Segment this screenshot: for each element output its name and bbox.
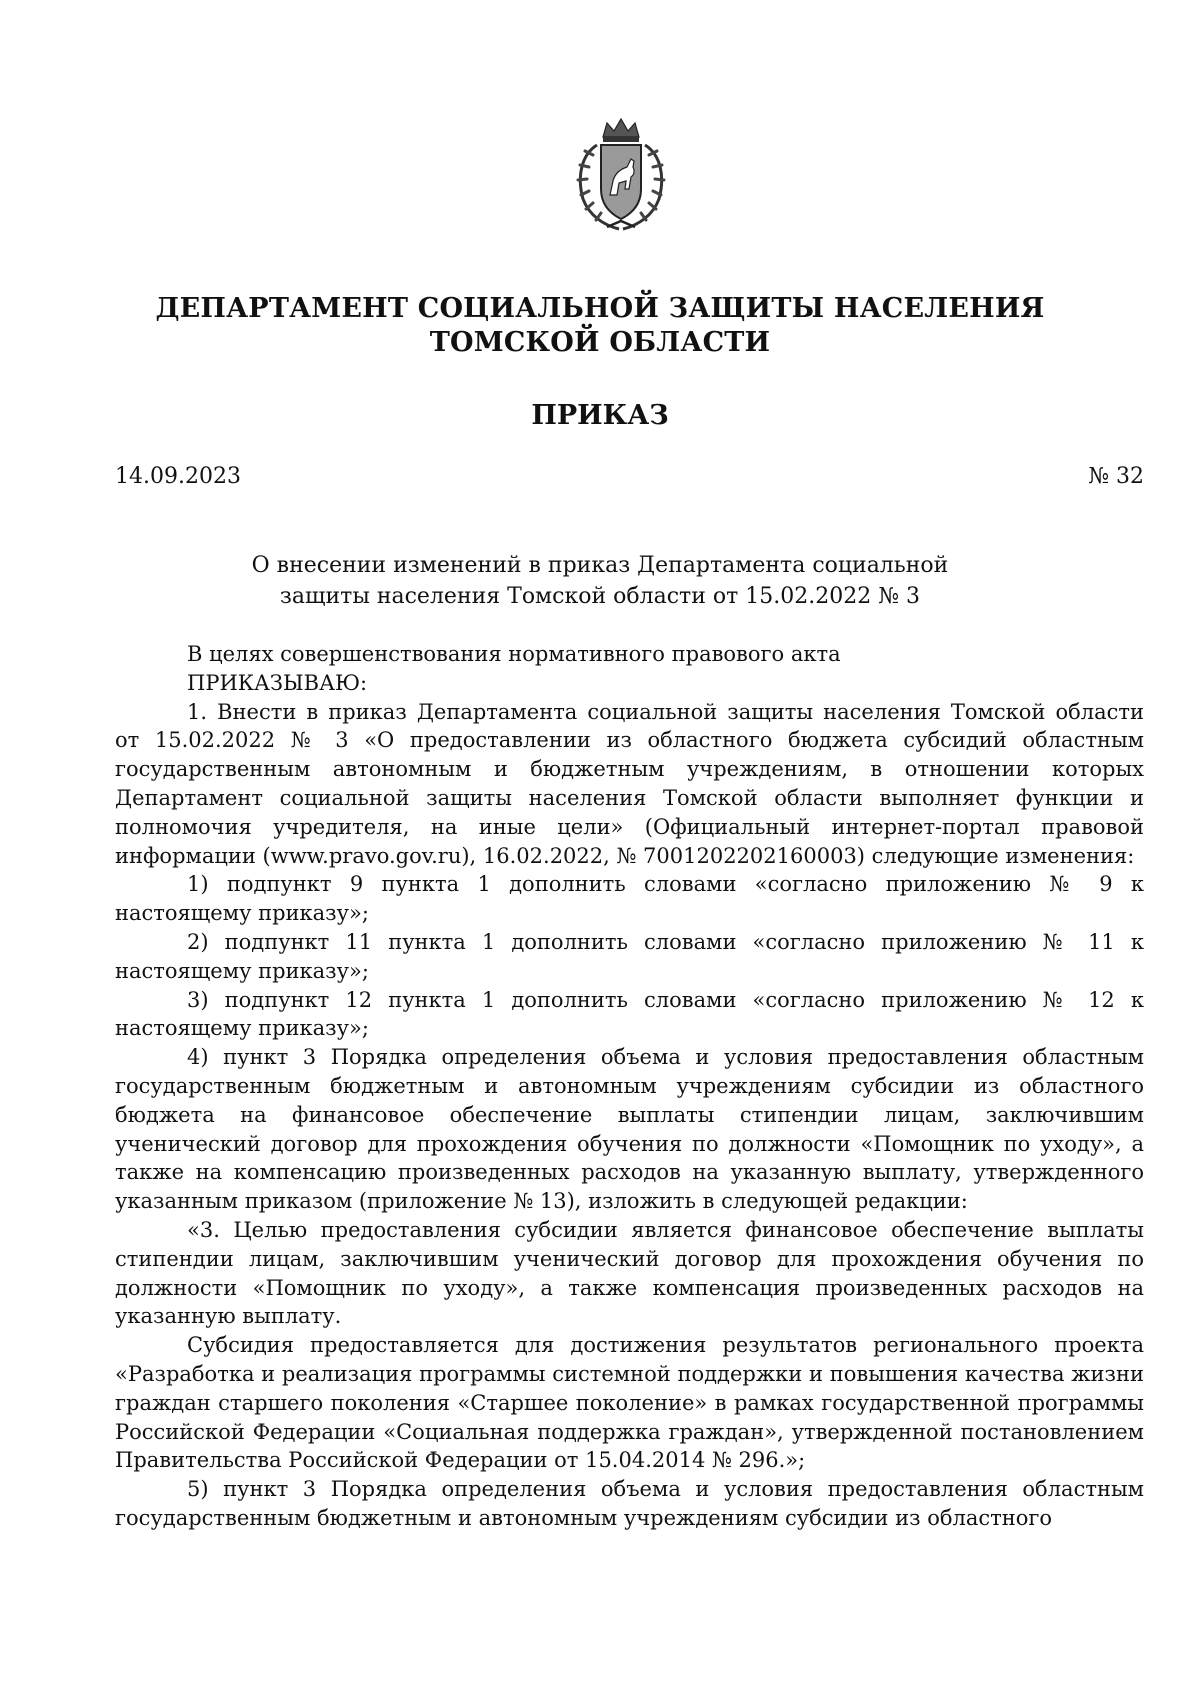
organization-title-line1: ДЕПАРТАМЕНТ СОЦИАЛЬНОЙ ЗАЩИТЫ НАСЕЛЕНИЯ	[155, 293, 1045, 324]
document-type: ПРИКАЗ	[531, 400, 669, 431]
paragraph-subitem-5: 5) пункт 3 Порядка определения объема и условия предоставления областным государственным бюджетным и автономным учреждениям субсидии из областного	[115, 1477, 1144, 1530]
organization-title-line2: ТОМСКОЙ ОБЛАСТИ	[429, 327, 771, 358]
paragraph-purpose: В целях совершенствования нормативного правового акта	[187, 642, 841, 666]
document-number: № 32	[1088, 464, 1144, 489]
paragraph-subitem-3: 3) подпункт 12 пункта 1 дополнить словами «согласно приложению № 12 к настоящему приказу»;	[115, 987, 1144, 1041]
paragraph-subitem-1: 1) подпункт 9 пункта 1 дополнить словами «согласно приложению № 9 к настоящему приказу»;	[115, 872, 1144, 926]
coat-of-arms-icon	[563, 115, 679, 235]
paragraph-item-1: 1. Внести в приказ Департамента социальной защиты населения Томской области от 15.02.2022 № 3 «О предоставлении из областного бюджета субсидий областным государственным автономным и бюджетным учреждениям, в отношении которых Департамент социальной защиты населения Томской области выполняет функции и полномочия учредителя, на иные цели» (Официальный интернет-портал правовой информации (www.pravo.gov.ru), 16.02.2022, № 7001202202160003) следующие изменения:	[115, 699, 1144, 868]
organization-title	[0, 292, 1200, 360]
paragraph-subsidy: Субсидия предоставляется для достижения результатов регионального проекта «Разработка и реализация программы системной поддержки и повышения качества жизни граждан старшего поколения «Старшее поколение» в рамках государственной программы Российской Федерации «Социальная поддержка граждан», утвержденной постановлением Правительства Российской Федерации от 15.04.2014 № 296.»;	[115, 1333, 1144, 1473]
document-subject	[0, 550, 1200, 612]
paragraph-subitem-2: 2) подпункт 11 пункта 1 дополнить словами «согласно приложению № 11 к настоящему приказу»;	[115, 929, 1144, 983]
subject-line1: О внесении изменений в приказ Департамента социальной	[251, 553, 949, 578]
subject-line2: защиты населения Томской области от 15.02.2022 № 3	[279, 584, 921, 609]
paragraph-order: ПРИКАЗЫВАЮ:	[187, 670, 368, 695]
document-body	[115, 640, 1144, 1533]
paragraph-subitem-4: 4) пункт 3 Порядка определения объема и условия предоставления областным государственным бюджетным и автономным учреждениям субсидии из областного бюджета на финансовое обеспечение выплаты стипендии лицам, заключившим ученический договор для прохождения обучения по должности «Помощник по уходу», а также на компенсацию произведенных расходов на указанную выплату, утвержденного указанным приказом (приложение № 13), изложить в следующей редакции:	[115, 1045, 1144, 1214]
document-date: 14.09.2023	[115, 464, 241, 489]
paragraph-quoted-3: «3. Целью предоставления субсидии является финансовое обеспечение выплаты стипендии лицам, заключившим ученический договор для прохождения обучения по должности «Помощник по уходу», а также компенсация произведенных расходов на указанную выплату.	[115, 1217, 1144, 1329]
